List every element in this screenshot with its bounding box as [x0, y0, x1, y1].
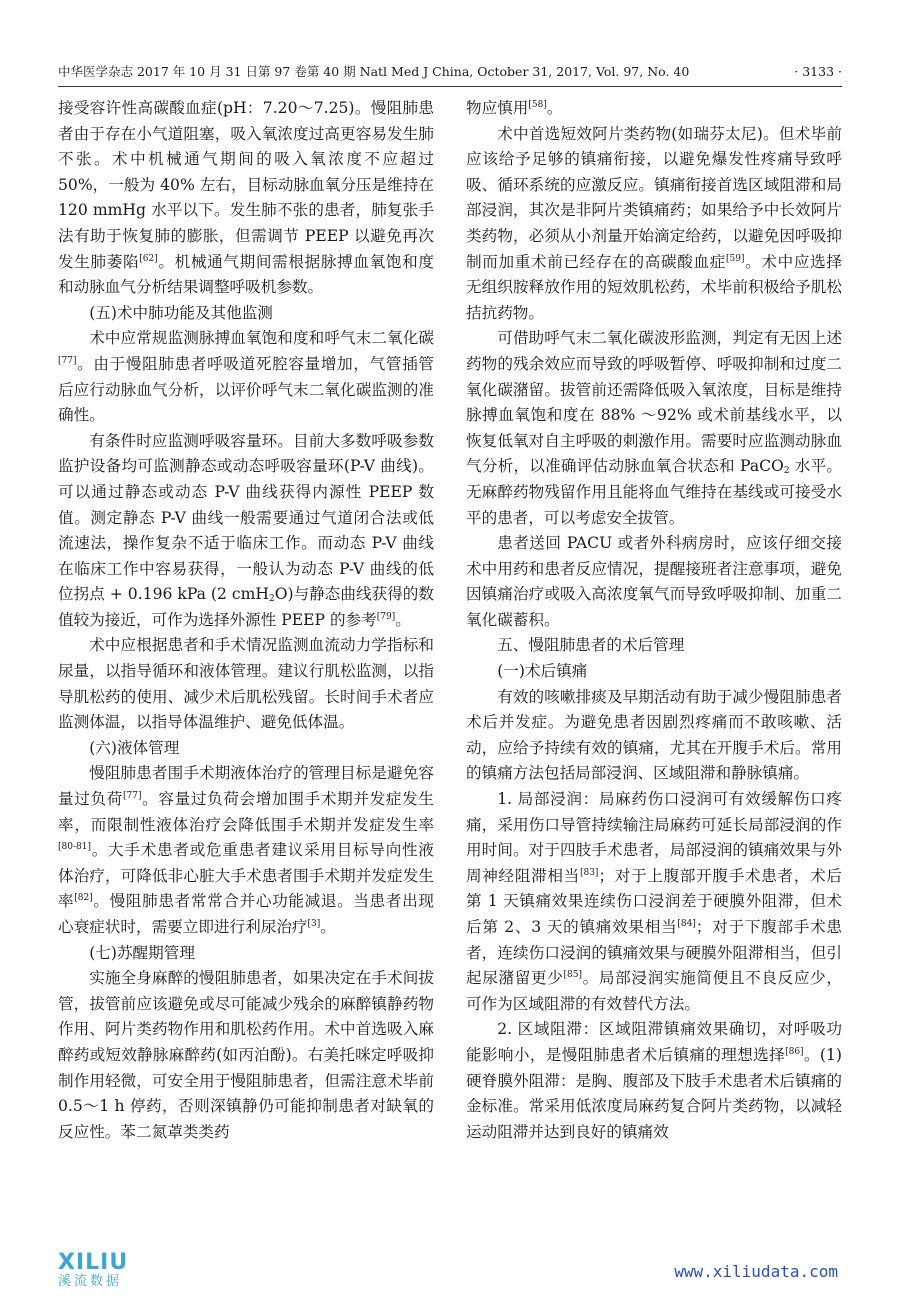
paragraph: 物应慎用[58]。	[466, 99, 563, 117]
citation-ref: [77]	[123, 791, 142, 802]
page-number: · 3133 ·	[794, 64, 842, 79]
citation-ref: [83]	[579, 867, 599, 878]
paragraph: 有条件时应监测呼吸容量环。目前大多数呼吸参数监护设备均可监测静态或动态呼吸容量环(P-V 曲线)。可以通过静态或动态 P-V 曲线获得内源性 PEEP 数值。测定静态 P-V 曲线一般需要通过气道闭合法或低流速法，操作复杂不适于临床工作。而动态 P-V 曲线在临床工作中容易获得，一般认为动态 P-V 曲线的低位拐点 + 0.196 kPa (2 cmH$_2$O)与静态曲线获得的数值较为接近，可作为选择外源性 PEEP 的参考[79]。	[58, 431, 435, 629]
section-heading: (七)苏醒期管理	[89, 943, 195, 962]
paragraph: 术中首选短效阿片类药物(如瑞芬太尼)。但术毕前应该给予足够的镇痛衔接，以避免爆发性疼痛导致呼吸、循环系统的应激反应。镇痛衔接首选区域阻滞和局部浸润，其次是非阿片类镇痛药；如果给予中长效阿片类药物，必须从小剂量开始滴定给药，以避免因呼吸抑制而加重术前已经存在的高碳酸血症[59]。术中应选择无组织胺释放作用的短效肌松药，术毕前积极给予肌松拮抗药物。	[466, 124, 842, 322]
citation-ref: [82]	[74, 893, 93, 904]
paragraph: 患者送回 PACU 或者外科病房时，应该仔细交接术中用药和患者反应情况，提醒接班者注意事项，避免因镇痛治疗或吸入高浓度氧气而导致呼吸抑制、加重二氧化碳蓄积。	[466, 534, 842, 629]
section-heading: (五)术中肺功能及其他监测	[89, 303, 273, 322]
citation-ref: [58]	[528, 100, 547, 110]
logo-mark: XILIU	[58, 1250, 129, 1275]
watermark-logo	[58, 1252, 148, 1290]
watermark-url: www.xiliudata.com	[674, 1262, 838, 1281]
logo-text: 溪流数据	[58, 1274, 123, 1289]
paragraph: 有效的咳嗽排痰及早期活动有助于减少慢阻肺患者术后并发症。为避免患者因剧烈疼痛而不敢咳嗽、活动，应给予持续有效的镇痛，尤其在开腹手术后。常用的镇痛方法包括局部浸润、区域阻滞和静脉镇痛。	[466, 687, 842, 783]
citation-ref: [59]	[726, 253, 745, 264]
paragraph: 可借助呼气末二氧化碳波形监测，判定有无因上述药物的残余效应而导致的呼吸暂停、呼吸抑制和过度二氧化碳潴留。拔管前还需降低吸入氧浓度，目标是维持脉搏血氧饱和度在 88% ～92% 或术前基线水平，以恢复低氧对自主呼吸的刺激作用。需要时应监测动脉血气分析，以准确评估动脉血氧合状态和 PaCO$_2$ 水平。无麻醉药物残留作用且能将血气维持在基线或可接受水平的患者，可以考虑安全拔管。	[466, 329, 842, 527]
citation-ref: [62]	[139, 253, 158, 264]
paragraph: 2. 区域阻滞：区域阻滞镇痛效果确切，对呼吸功能影响小，是慢阻肺患者术后镇痛的理想选择[86]。(1)硬脊膜外阻滞：是胸、腹部及下肢手术患者术后镇痛的金标准。常采用低浓度局麻药复合阿片类药物，以减轻运动阻滞并达到良好的镇痛效	[466, 1020, 842, 1141]
left-column	[58, 96, 434, 1145]
citation-ref: [80-81]	[58, 842, 91, 853]
paragraph: 接受容许性高碳酸血症(pH：7.20～7.25)。慢阻肺患者由于存在小气道阻塞，吸入氧浓度过高更容易发生肺不张。术中机械通气期间的吸入氧浓度不应超过 50%，一般为 40% 左右，目标动脉血氧分压是维持在 120 mmHg 水平以下。发生肺不张的患者，肺复张手法有助于恢复肺的膨胀，但需调节 PEEP 以避免再次发生肺萎陷[62]。机械通气期间需根据脉搏血氧饱和度和动脉血气分析结果调整呼吸机参数。	[58, 99, 434, 297]
paragraph: 术中应常规监测脉搏血氧饱和度和呼气末二氧化碳[77]。由于慢阻肺患者呼吸道死腔容量增加，气管插管后应行动脉血气分析，以评价呼气末二氧化碳监测的准确性。	[58, 329, 434, 425]
paragraph: 1. 局部浸润：局麻药伤口浸润可有效缓解伤口疼痛，采用伤口导管持续输注局麻药可延长局部浸润的作用时间。对于四肢手术患者，局部浸润的镇痛效果与外周神经阻滞相当[83]；对于上腹部开腹手术患者，术后第 1 天镇痛效果连续伤口浸润差于硬膜外阻滞，但术后第 2、3 天的镇痛效果相当[84]；对于下腹部手术患者，连续伤口浸润的镇痛效果与硬膜外阻滞相当，但引起尿潴留更少[85]。局部浸润实施简便且不良反应少，可作为区域阻滞的有效替代方法。	[466, 790, 842, 1013]
citation-ref: [84]	[677, 919, 696, 929]
section-heading: 五、慢阻肺患者的术后管理	[497, 636, 685, 655]
paragraph: 实施全身麻醉的慢阻肺患者，如果决定在手术间拔管，拔管前应该避免或尽可能减少残余的麻醉镇静药物作用、阿片类药物作用和肌松药作用。术中首选吸入麻醉药或短效静脉麻醉药(如丙泊酚)。右美托咪定呼吸抑制作用轻微，可安全用于慢阻肺患者，但需注意术毕前 0.5～1 h 停药，否则深镇静仍可能抑制患者对缺氧的反应性。苯二氮䓬类类药	[58, 969, 434, 1141]
paragraph: 术中应根据患者和手术情况监测血流动力学指标和尿量，以指导循环和液体管理。建议行肌松监测，以指导肌松药的使用、减少术后肌松残留。长时间手术者应监测体温，以指导体温维护、避免低体温。	[58, 636, 434, 732]
subsection-heading: (一)术后镇痛	[497, 662, 588, 681]
citation-ref: [77]	[58, 355, 77, 366]
journal-citation: 中华医学杂志 2017 年 10 月 31 日第 97 卷第 40 期 Natl Med J China, October 31, 2017, Vol. 97, No. 40	[58, 64, 690, 79]
citation-ref: [85]	[563, 970, 582, 981]
paragraph: 慢阻肺患者围手术期液体治疗的管理目标是避免容量过负荷[77]。容量过负荷会增加围手术期并发症发生率，而限制性液体治疗会降低围手术期并发症发生率[80-81]。大手术患者或危重患者建议采用目标导向性液体治疗，可降低非心脏大手术患者围手术期并发症发生率[82]。慢阻肺患者常常合并心功能减退。当患者出现心衰症状时，需要立即进行利尿治疗[3]。	[58, 764, 434, 936]
section-heading: (六)液体管理	[89, 738, 180, 757]
right-column	[466, 96, 842, 1145]
citation-ref: [79]	[376, 611, 396, 622]
running-header	[58, 62, 842, 84]
citation-ref: [3]	[307, 919, 321, 929]
header-divider	[58, 86, 842, 87]
citation-ref: [86]	[785, 1046, 804, 1057]
